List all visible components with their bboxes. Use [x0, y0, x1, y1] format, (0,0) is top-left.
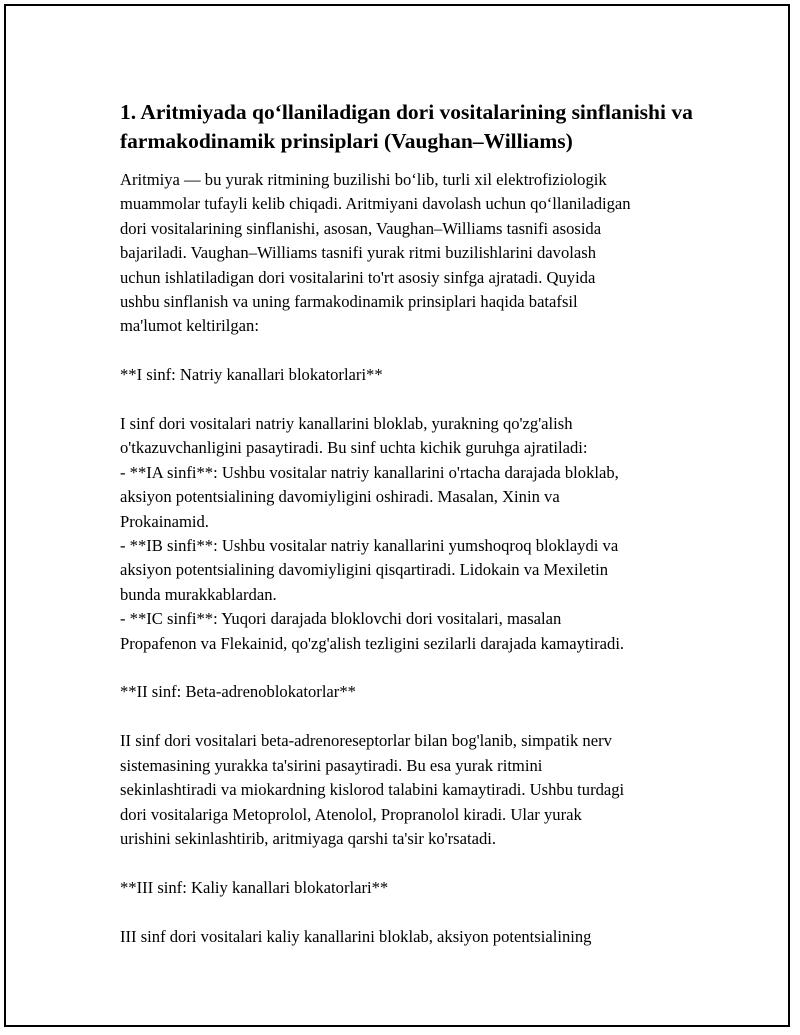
blank-line	[120, 388, 700, 412]
blank-line	[120, 900, 700, 924]
text-line: dori vositalarining sinflanishi, asosan, Vaughan–Williams tasnifi asosida	[120, 218, 602, 238]
text-line: sistemasining yurakka ta'sirini pasaytiradi. Bu esa yurak ritmini	[120, 755, 543, 775]
text-line: bajariladi. Vaughan–Williams tasnifi yurak ritmi buzilishlarini davolash	[120, 243, 596, 263]
text-line: Prokainamid.	[120, 511, 209, 531]
text-line: Aritmiya — bu yurak ritmining buzilishi bo‘lib, turli xil elektrofiziologik	[120, 170, 607, 189]
text-line: muammolar tufayli kelib chiqadi. Aritmiyani davolash uchun qo‘llaniladigan	[120, 194, 631, 214]
blank-line	[120, 851, 700, 875]
text-line: uchun ishlatiladigan dori vositalarini to'rt asosiy sinfga ajratadi. Quyida	[120, 267, 596, 287]
blank-line	[120, 705, 700, 729]
text-line: aksiyon potentsialining davomiyligini oshiradi. Masalan, Xinin va	[120, 487, 560, 507]
blank-line	[120, 656, 700, 680]
text-line: bunda murakkablardan.	[120, 584, 277, 604]
title-line: farmakodinamik prinsiplari (Vaughan–Williams)	[120, 129, 573, 153]
text-line: ushbu sinflanish va uning farmakodinamik prinsiplari haqida batafsil	[120, 292, 578, 312]
text-line: urishini sekinlashtirib, aritmiyaga qarshi ta'sir ko'rsatadi.	[120, 828, 497, 848]
text-line: - **IC sinfi**: Yuqori darajada bloklovchi dori vositalari, masalan	[120, 609, 562, 629]
text-line: III sinf dori vositalari kaliy kanallarini bloklab, aksiyon potentsialining	[120, 926, 592, 946]
text-line: **I sinf: Natriy kanallari blokatorlari**	[120, 365, 383, 385]
text-line: - **IA sinfi**: Ushbu vositalar natriy kanallarini o'rtacha darajada bloklab,	[120, 462, 619, 482]
text-line: II sinf dori vositalari beta-adrenoreseptorlar bilan bog'lanib, simpatik nerv	[120, 731, 612, 751]
title-line: 1. Aritmiyada qo‘llaniladigan dori vositalarining sinflanishi va	[120, 100, 693, 124]
text-line: - **IB sinfi**: Ushbu vositalar natriy kanallarini yumshoqroq bloklaydi va	[120, 536, 619, 556]
text-line: sekinlashtiradi va miokardning kislorod talabini kamaytiradi. Ushbu turdagi	[120, 780, 625, 800]
text-line: dori vositalariga Metoprolol, Atenolol, Propranolol kiradi. Ular yurak	[120, 804, 582, 824]
text-line: ma'lumot keltirilgan:	[120, 316, 259, 336]
blank-line	[120, 339, 700, 363]
document-body	[120, 98, 700, 949]
text-line: I sinf dori vositalari natriy kanallarini bloklab, yurakning qo'zg'alish	[120, 414, 573, 434]
text-line: Propafenon va Flekainid, qo'zg'alish tezligini sezilarli darajada kamaytiradi.	[120, 633, 625, 653]
text-line: aksiyon potentsialining davomiyligini qisqartiradi. Lidokain va Mexiletin	[120, 560, 609, 580]
text-line: **II sinf: Beta-adrenoblokatorlar**	[120, 682, 356, 702]
page-frame	[4, 4, 790, 1027]
document-title	[120, 98, 700, 156]
document-text	[120, 168, 700, 949]
text-line: o'tkazuvchanligini pasaytiradi. Bu sinf uchta kichik guruhga ajratiladi:	[120, 438, 588, 458]
text-line: **III sinf: Kaliy kanallari blokatorlari**	[120, 877, 389, 897]
